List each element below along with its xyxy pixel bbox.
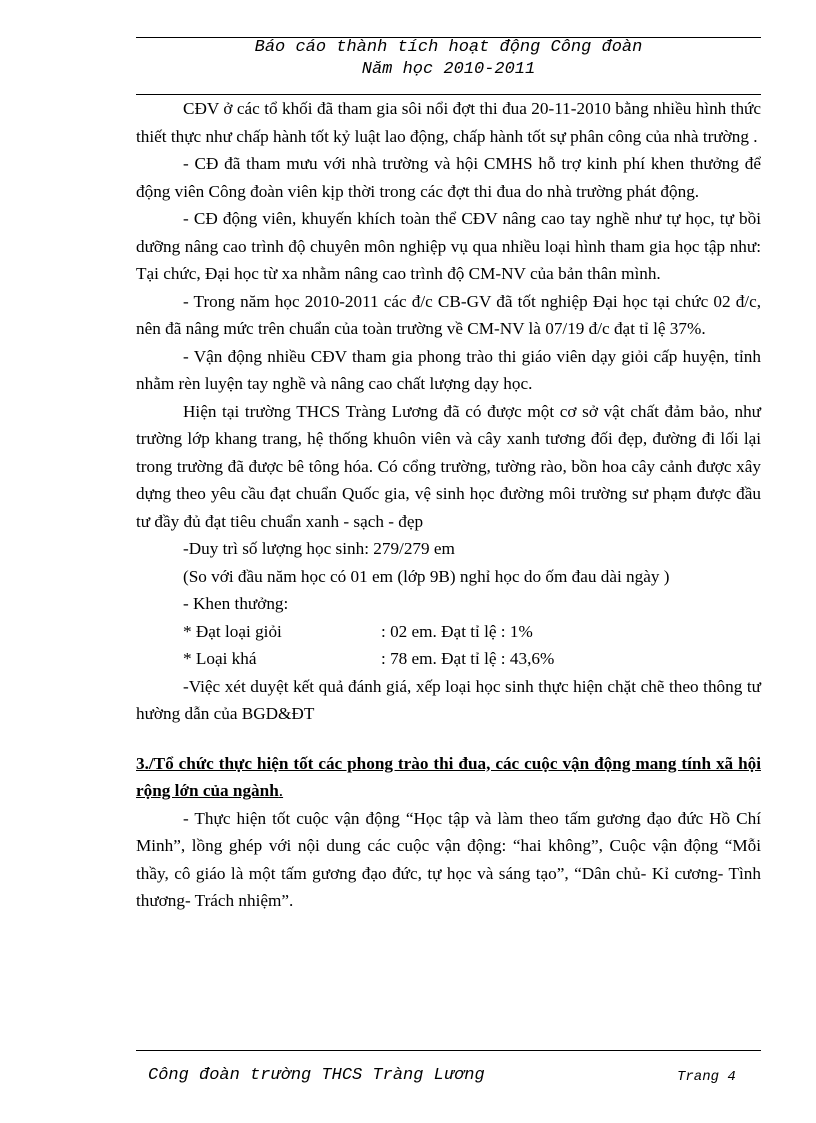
paragraph: -Duy trì số lượng học sinh: 279/279 em bbox=[183, 539, 455, 558]
section-heading-text: 3./Tổ chức thực hiện tốt các phong trào thi đua, các cuộc vận động mang tính xã hội rộng lớn của ngành bbox=[136, 753, 761, 800]
section-heading bbox=[136, 750, 761, 805]
paragraph: - Trong năm học 2010-2011 các đ/c CB-GV đã tốt nghiệp Đại học tại chức 02 đ/c, nên đã nâng mức trên chuẩn của toàn trường về CM-NV là 07/19 đ/c đạt tỉ lệ 37%. bbox=[136, 291, 761, 338]
section-heading-end: . bbox=[278, 781, 284, 800]
paragraph: - CĐ động viên, khuyến khích toàn thể CĐV nâng cao tay nghề như tự học, tự bồi dưỡng nâng cao trình độ chuyên môn nghiệp vụ qua nhiều loại hình tham gia học tập như: Tại chức, Đại học từ xa nhằm nâng cao trình độ CM-NV của bản thân mình. bbox=[136, 209, 761, 283]
award-value: : 78 em. Đạt tỉ lệ : 43,6% bbox=[381, 649, 555, 668]
header-year: Năm học 2010-2011 bbox=[361, 60, 536, 79]
award-row-fair bbox=[136, 645, 761, 673]
award-label: * Đạt loại giỏi bbox=[183, 621, 282, 641]
paragraph: (So với đầu năm học có 01 em (lớp 9B) nghỉ học do ốm đau dài ngày ) bbox=[183, 566, 670, 586]
paragraph: CĐV ở các tổ khối đã tham gia sôi nổi đợt thi đua 20-11-2010 bằng nhiều hình thức thiết thực như chấp hành tốt kỷ luật lao động, chấp hành tốt sự phân công của nhà trường . bbox=[136, 99, 761, 146]
footer-rule bbox=[136, 1050, 761, 1051]
award-row-good bbox=[136, 618, 761, 646]
paragraph: - Khen thưởng: bbox=[183, 594, 289, 613]
document-body bbox=[136, 95, 761, 915]
paragraph: Hiện tại trường THCS Tràng Lương đã có được một cơ sở vật chất đảm bảo, như trường lớp khang trang, hệ thống khuôn viên và cây xanh tương đối đẹp, đường đi lối lại trong trường đã được bê tông hóa. Có cổng trường, tường rào, bồn hoa cây cảnh được xây dựng theo yêu cầu đạt chuẩn Quốc gia, vệ sinh học đường môi trường sư phạm được đầu tư đầy đủ đạt tiêu chuẩn xanh - sạch - đẹp bbox=[136, 401, 761, 531]
paragraph: - CĐ đã tham mưu với nhà trường và hội CMHS hỗ trợ kinh phí khen thưởng để động viên Công đoàn viên kịp thời trong các đợt thi đua do nhà trường phát động. bbox=[136, 154, 761, 201]
header-title: Báo cáo thành tích hoạt động Công đoàn bbox=[254, 38, 643, 57]
page-number: Trang 4 bbox=[677, 1069, 736, 1085]
paragraph: - Thực hiện tốt cuộc vận động “Học tập và làm theo tấm gương đạo đức Hồ Chí Minh”, lồng ghép với nội dung các cuộc vận động: “hai không”, Cuộc vận động “Mỗi thầy, cô giáo là một tấm gương đạo đức, tự học và sáng tạo”, “Dân chủ- Kỉ cương- Tình thương- Trách nhiệm”. bbox=[136, 808, 761, 910]
footer-organization: Công đoàn trường THCS Tràng Lương bbox=[148, 1066, 485, 1085]
award-value: : 02 em. Đạt tỉ lệ : 1% bbox=[381, 621, 533, 641]
award-label: * Loại khá bbox=[183, 649, 257, 668]
paragraph: - Vận động nhiều CĐV tham gia phong trào thi giáo viên dạy giỏi cấp huyện, tỉnh nhằm rèn luyện tay nghề và nâng cao chất lượng dạy học. bbox=[136, 346, 761, 393]
paragraph: -Việc xét duyệt kết quả đánh giá, xếp loại học sinh thực hiện chặt chẽ theo thông tư hường dẫn của BGD&ĐT bbox=[136, 676, 761, 723]
